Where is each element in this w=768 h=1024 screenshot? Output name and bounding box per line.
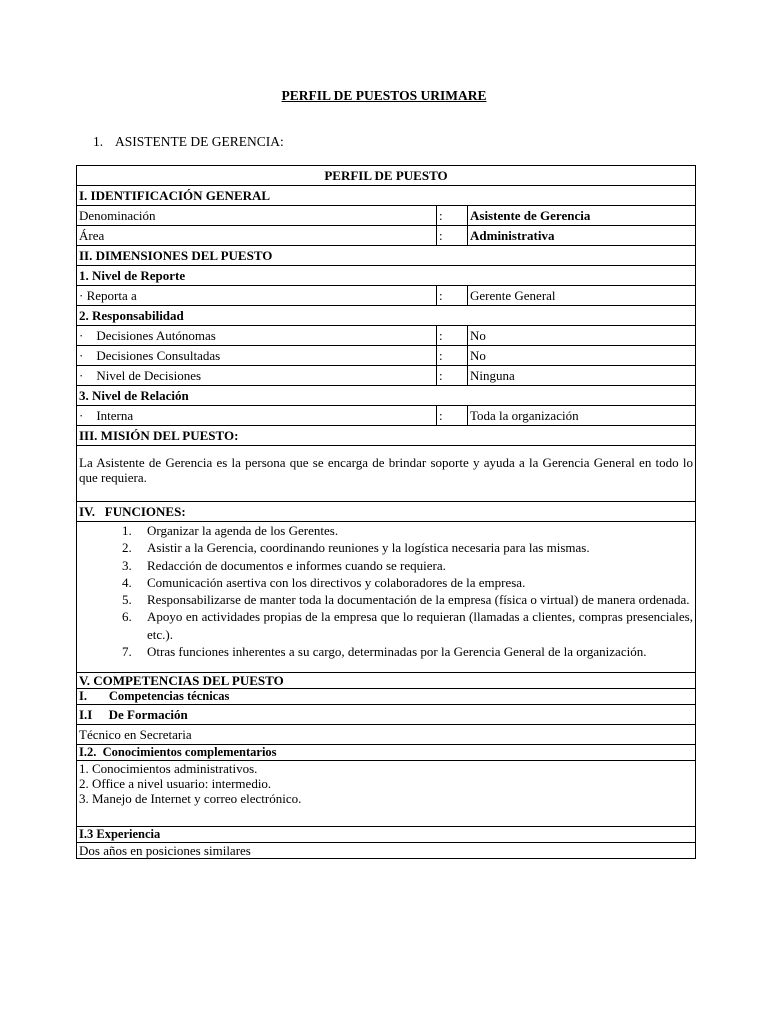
list-item-number: 4.: [122, 574, 132, 590]
row-label: · Decisiones Consultadas: [77, 346, 437, 366]
functions-row: [77, 522, 696, 673]
profile-table: [76, 165, 696, 859]
list-item-text: Otras funciones inherentes a su cargo, determinadas por la Gerencia General de la organización.: [147, 644, 647, 660]
knowledge-cell: [77, 761, 696, 827]
document-title: PERFIL DE PUESTOS URIMARE: [281, 88, 487, 103]
list-item: [122, 574, 693, 591]
row-label: · Interna: [77, 406, 437, 426]
row-label: Denominación: [77, 206, 437, 226]
list-item: [122, 643, 693, 660]
subsection-row: [77, 386, 696, 406]
table-header-row: [77, 166, 696, 186]
list-item: [122, 539, 693, 556]
list-item: 1. Conocimientos administrativos.: [79, 761, 258, 777]
table-row: [77, 843, 696, 859]
row-separator: :: [437, 206, 468, 226]
relation-heading: 3. Nivel de Relación: [77, 386, 696, 406]
table-header: PERFIL DE PUESTO: [77, 166, 696, 186]
table-row: [77, 226, 696, 246]
list-item: 3. Manejo de Internet y correo electrónico.: [79, 791, 302, 807]
table-row: [77, 725, 696, 745]
row-value: Gerente General: [468, 286, 696, 306]
list-item-text: Apoyo en actividades propias de la empresa que lo requieran (llamadas a clientes, compras presenciales, etc.).: [147, 609, 693, 642]
section-row: [77, 186, 696, 206]
row-label: · Nivel de Decisiones: [77, 366, 437, 386]
table-row: [77, 366, 696, 386]
list-item: [122, 522, 693, 539]
list-item-text: Asistir a la Gerencia, coordinando reuniones y la logística necesaria para las mismas.: [147, 540, 590, 556]
row-value: Ninguna: [468, 366, 696, 386]
competencies-heading: V. COMPETENCIAS DEL PUESTO: [77, 673, 696, 689]
row-separator: :: [437, 286, 468, 306]
formation-heading: I.I De Formación: [77, 705, 696, 725]
row-value: Asistente de Gerencia: [468, 206, 696, 226]
list-item-number: 7.: [122, 644, 132, 660]
row-separator: :: [437, 406, 468, 426]
subsection-row: [77, 306, 696, 326]
section-number: 1.: [93, 134, 104, 149]
list-item: [122, 608, 693, 643]
row-label: · Reporta a: [77, 286, 437, 306]
functions-cell: [77, 522, 696, 673]
list-item-text: Organizar la agenda de los Gerentes.: [147, 523, 339, 538]
functions-list: [77, 522, 695, 660]
table-row: [77, 406, 696, 426]
row-label: Área: [77, 226, 437, 246]
mission-text: La Asistente de Gerencia es la persona que se encarga de brindar soporte y ayuda a la Gerencia General en todo lo que requiera.: [77, 446, 696, 502]
section-row: [77, 426, 696, 446]
section-row: [77, 673, 696, 689]
subsection-row: [77, 705, 696, 725]
section-title: ASISTENTE DE GERENCIA:: [115, 134, 284, 149]
list-item-number: 6.: [122, 609, 132, 625]
subsection-row: [77, 745, 696, 761]
mission-row: [77, 446, 696, 502]
experience-heading: I.3 Experiencia: [77, 827, 696, 843]
row-value: No: [468, 346, 696, 366]
section-heading: [93, 134, 284, 150]
list-item-number: 5.: [122, 592, 132, 608]
identification-heading: I. IDENTIFICACIÓN GENERAL: [77, 186, 696, 206]
list-item-text: Comunicación asertiva con los directivos y colaboradores de la empresa.: [147, 574, 526, 590]
section-row: [77, 246, 696, 266]
subsection-row: [77, 827, 696, 843]
list-item-number: 3.: [122, 557, 132, 573]
subsection-row: [77, 266, 696, 286]
list-item: [122, 557, 693, 574]
technical-heading: I. Competencias técnicas: [77, 689, 696, 705]
list-item: 2. Office a nivel usuario: intermedio.: [79, 776, 272, 792]
row-label: · Decisiones Autónomas: [77, 326, 437, 346]
mission-heading: III. MISIÓN DEL PUESTO:: [77, 426, 696, 446]
row-separator: :: [437, 326, 468, 346]
knowledge-heading: I.2. Conocimientos complementarios: [77, 745, 696, 761]
subsection-row: [77, 689, 696, 705]
list-item-number: 2.: [122, 540, 132, 556]
knowledge-row: [77, 761, 696, 827]
row-value: Toda la organización: [468, 406, 696, 426]
responsibility-heading: 2. Responsabilidad: [77, 306, 696, 326]
section-row: [77, 502, 696, 522]
report-heading: 1. Nivel de Reporte: [77, 266, 696, 286]
row-separator: :: [437, 346, 468, 366]
list-item-text: Redacción de documentos e informes cuando se requiera.: [147, 557, 446, 573]
functions-heading: IV. FUNCIONES:: [77, 502, 696, 522]
table-row: [77, 326, 696, 346]
experience-value: Dos años en posiciones similares: [77, 843, 696, 859]
list-item: [122, 591, 693, 608]
row-separator: :: [437, 366, 468, 386]
table-row: [77, 206, 696, 226]
list-item-text: Responsabilizarse de manter toda la documentación de la empresa (física o virtual) de manera ordenada.: [147, 592, 690, 608]
dimensions-heading: II. DIMENSIONES DEL PUESTO: [77, 246, 696, 266]
table-row: [77, 346, 696, 366]
row-value: Administrativa: [468, 226, 696, 246]
row-separator: :: [437, 226, 468, 246]
table-row: [77, 286, 696, 306]
list-item-number: 1.: [122, 523, 132, 538]
formation-value: Técnico en Secretaria: [77, 725, 696, 745]
row-value: No: [468, 326, 696, 346]
